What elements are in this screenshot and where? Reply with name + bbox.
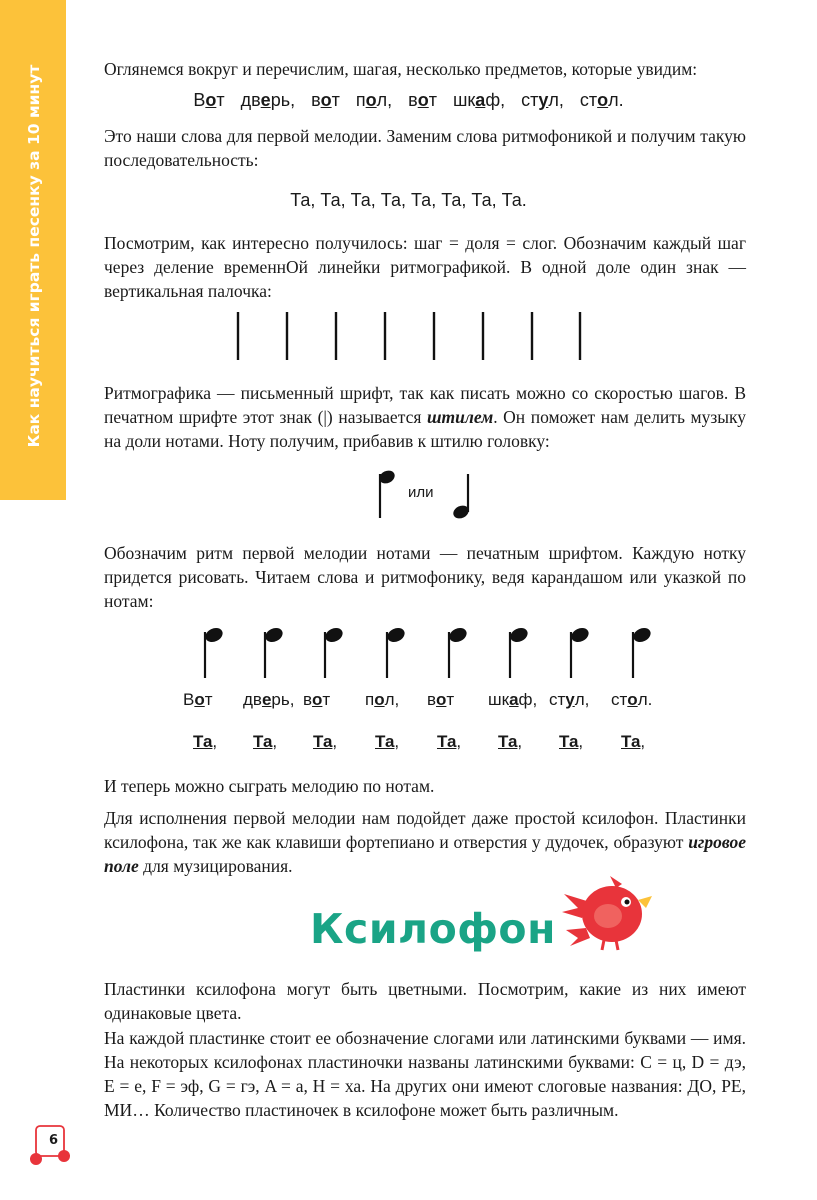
- note: [263, 626, 285, 678]
- stressed-vowel: о: [194, 690, 205, 709]
- note: [385, 626, 407, 678]
- ta-syllable: Та,: [559, 732, 584, 751]
- lyric-word: дверь,: [243, 690, 295, 709]
- note: [631, 626, 653, 678]
- stressed-vowel: о: [374, 690, 385, 709]
- lyric-word: стол.: [611, 690, 653, 709]
- section-heading: Ксилофон: [310, 905, 556, 953]
- object-word: стол.: [579, 90, 624, 110]
- object-word: вот: [408, 90, 437, 110]
- object-words: [193, 90, 623, 110]
- note: [569, 626, 591, 678]
- object-word: шкаф,: [452, 90, 506, 110]
- stressed-vowel: о: [312, 690, 323, 709]
- paragraph-7-text-end: для музицирования.: [138, 856, 293, 876]
- stressed-vowel: о: [417, 90, 429, 110]
- intro-paragraph: Оглянемся вокруг и перечислим, шагая, несколько предметов, которые увидим:: [104, 59, 698, 79]
- stressed-vowel: о: [320, 90, 332, 110]
- note-stem-up-icon: [370, 470, 400, 522]
- paragraph-4-text-end: . Он поможет нам делить музыку на доли нотами. Ноту получим, прибавив к штилю головку:: [104, 407, 747, 451]
- paragraph-3: Посмотрим, как интересно получилось: шаг = доля = слог. Обозначим каждый шаг через деление временнОй линейки ритмографикой. В одной доле один знак — вертикальная палочка:: [104, 233, 746, 301]
- lyric-word: вот: [427, 690, 455, 709]
- paragraph-9: На каждой пластинке стоит ее обозначение слогами или латинскими буквами — имя. На некоторых ксилофонах пластиночки названы латинскими буквами: C = ц, D = дэ, E = е, F = эф, G = гэ, A = а, H = ха. На других они имеют слоговые названия: ДО, РЕ, МИ… Количество пластиночек в ксилофоне может быть различным.: [104, 1028, 746, 1120]
- term-play-field: игровое поле: [104, 832, 746, 876]
- red-bird-icon: [560, 872, 660, 954]
- ta-syllable: Та,: [253, 732, 278, 751]
- side-title: Как научиться играть песенку за 10 минут: [25, 64, 43, 448]
- stressed-vowel: а: [475, 90, 486, 110]
- ta-syllable: Та,: [437, 732, 462, 751]
- page-number: 6: [49, 1133, 59, 1148]
- or-label: или: [408, 484, 434, 501]
- stressed-vowel: о: [597, 90, 609, 110]
- note: [508, 626, 530, 678]
- object-word: пол,: [355, 90, 393, 110]
- lyric-word: вот: [303, 690, 331, 709]
- paragraph-5: Обозначим ритм первой мелодии нотами — печатным шрифтом. Каждую нотку придется рисовать. Читаем слова и ритмофонику, ведя карандашом или указкой по нотам:: [104, 543, 746, 611]
- paragraph-7-text: Для исполнения первой мелодии нам подойдет даже простой ксилофон. Пластинки ксилофона, так же как клавиши фортепиано и отверстия у дудочек, образуют: [104, 808, 746, 852]
- stressed-vowel: о: [205, 90, 217, 110]
- stressed-vowel: у: [538, 90, 549, 110]
- object-word: стул,: [521, 90, 564, 110]
- ta-syllable: Та,: [313, 732, 338, 751]
- term-shtil: штилем: [426, 407, 494, 427]
- ta-sequence: Та, Та, Та, Та, Та, Та, Та, Та.: [290, 190, 527, 210]
- stressed-vowel: у: [565, 690, 575, 709]
- ta-syllable: Та,: [621, 732, 646, 751]
- lyric-word: пол,: [365, 690, 400, 709]
- paragraph-7: [104, 806, 746, 878]
- object-word: Вот: [193, 90, 225, 110]
- stressed-vowel: о: [627, 690, 638, 709]
- notes-row: [195, 626, 665, 682]
- note: [323, 626, 345, 678]
- paragraph-8: Пластинки ксилофона могут быть цветными. Посмотрим, какие из них имеют одинаковые цвета.: [104, 979, 746, 1023]
- object-words-line: [0, 90, 817, 111]
- lyric-word: шкаф,: [488, 690, 538, 709]
- object-word: вот: [311, 90, 340, 110]
- stressed-vowel: о: [436, 690, 447, 709]
- lyric-word: стул,: [549, 690, 590, 709]
- side-tab: [0, 0, 66, 500]
- note-stem-down-icon: [448, 470, 478, 522]
- stressed-vowel: а: [509, 690, 519, 709]
- ta-syllable: Та,: [498, 732, 523, 751]
- paragraph-4: [104, 381, 746, 453]
- stressed-vowel: е: [261, 690, 272, 709]
- object-word: дверь,: [240, 90, 296, 110]
- ta-syllable: Та,: [193, 732, 218, 751]
- note: [447, 626, 469, 678]
- paragraph-2: Это наши слова для первой мелодии. Заменим слова ритмофоникой и получим такую последовательность:: [104, 126, 746, 170]
- rhythm-strokes: [230, 312, 590, 362]
- stressed-vowel: о: [365, 90, 377, 110]
- paragraph-6: И теперь можно сыграть мелодию по нотам.: [104, 776, 435, 796]
- stressed-vowel: е: [260, 90, 271, 110]
- note: [203, 626, 225, 678]
- lyric-word: Вот: [183, 690, 213, 709]
- paragraph-4-text: Ритмографика — письменный шрифт, так как писать можно со скоростью шагов. В печатном шрифте этот знак (|) называется: [104, 383, 746, 427]
- ta-syllable: Та,: [375, 732, 400, 751]
